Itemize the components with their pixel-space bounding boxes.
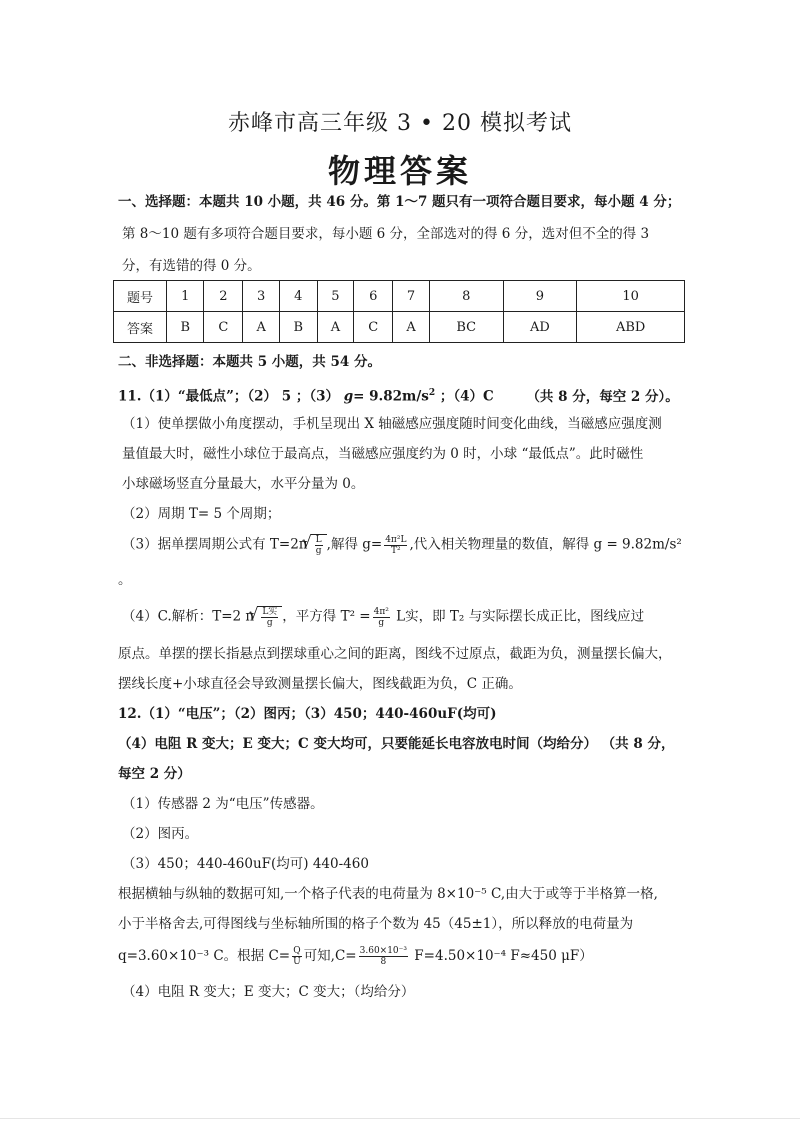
q12-p1: （1）传感器 2 为“电压”传感器。 [122, 796, 324, 812]
q12-p3-l4-c: F=4.50×10⁻⁴ F≈450 μF） [410, 948, 593, 964]
q11-p1-line2: 量值最大时，磁性小球位于最高点，当磁感应强度约为 0 时，小球 “最低点”。此时磁性 [122, 446, 644, 462]
q12-p3-l4-b: 可知,C= [303, 948, 357, 964]
fraction [359, 946, 408, 967]
fraction-numerator: 4π² [373, 606, 389, 617]
q11-p4-b: ，平方得 T² = [282, 608, 371, 625]
table-header-answer: 答案 [114, 312, 167, 343]
table-cell: 2 [204, 281, 243, 312]
q11-summary-g: g [343, 388, 354, 405]
q12-summary-line2: （4）电阻 R 变大；E 变大；C 变大均可，只要能延长电容放电时间（均给分） （共 8 分， [118, 736, 675, 752]
table-row-numbers [114, 281, 685, 312]
fraction [384, 535, 407, 556]
fraction [373, 607, 390, 628]
q12-summary-line1: 12.（1）“电压”；（2）图丙；（3）450；440-460uF(均可) [118, 706, 497, 722]
q11-p4-line2: 原点。单摆的摆长指悬点到摆球重心之间的距离，图线不过原点，截距为负，测量摆长偏大， [118, 646, 672, 662]
q11-summary [118, 383, 688, 407]
q11-p3-c: ,代入相关物理量的数值，解得 g = 9.82m/s² [409, 536, 682, 553]
fraction-denominator: g [315, 546, 322, 556]
table-cell: A [317, 312, 354, 343]
fraction-numerator: 3.60×10⁻³ [359, 946, 408, 956]
page-title: 物理答案 [327, 152, 472, 190]
table-cell: A [243, 312, 280, 343]
q11-summary-a: 11.（1）“最低点”；（2） 5 ；（3） [118, 388, 344, 405]
section1-line1: 一、选择题：本题共 10 小题，共 46 分。第 1～7 题只有一项符合题目要求，每小题 4 分； [118, 194, 681, 210]
q11-p1-line3: 小球磁场竖直分量最大，水平分量为 0。 [122, 476, 365, 492]
q12-p4: （4）电阻 R 变大；E 变大；C 变大；（均给分） [122, 984, 415, 1000]
q11-p4-a: （4）C.解析：T=2 π [122, 608, 255, 625]
table-cell: ABD [577, 312, 685, 343]
q11-score: （共 8 分，每空 2 分）。 [526, 388, 679, 405]
table-row-answers [114, 312, 685, 343]
q12-p3-line2: 根据横轴与纵轴的数据可知,一个格子代表的电荷量为 8×10⁻⁵ C,由大于或等于半格算一格, [118, 886, 658, 902]
q11-p4-c: L实，即 T₂ 与实际摆长成正比，图线应过 [391, 608, 645, 625]
table-cell: 1 [167, 281, 204, 312]
table-cell: A [393, 312, 430, 343]
fraction [292, 946, 302, 967]
table-cell: C [354, 312, 393, 343]
fraction-numerator: Q [293, 946, 301, 956]
section1-line3: 分，有选错的得 0 分。 [122, 258, 261, 274]
table-cell: 4 [280, 281, 317, 312]
table-cell: 3 [243, 281, 280, 312]
fraction-denominator: g [266, 618, 273, 628]
sqrt-expression [257, 606, 282, 628]
q11-p4 [122, 606, 692, 628]
table-cell: 5 [317, 281, 354, 312]
q11-summary-c: ；（4）C [435, 388, 494, 405]
sqrt-fraction [261, 607, 278, 628]
q12-p3-l4-a: q=3.60×10⁻³ C。根据 C= [118, 948, 291, 964]
q11-p4-line3: 摆线长度+小球直径会导致测量摆长偏大，图线截距为负，C 正确。 [118, 676, 522, 692]
q11-summary-b: = 9.82m/s [353, 388, 429, 405]
table-header-number: 题号 [114, 281, 167, 312]
q11-p3 [122, 534, 692, 556]
fraction-denominator: g [378, 617, 385, 628]
table-cell: BC [429, 312, 503, 343]
sqrt-expression [311, 534, 327, 556]
q11-p3-a: （3）据单摆周期公式有 T=2π [122, 536, 308, 553]
q12-p2: （2）图丙。 [122, 826, 199, 842]
table-cell: B [167, 312, 204, 343]
fraction-numerator: 4π²L [385, 534, 407, 545]
fraction-denominator: 8 [380, 957, 387, 967]
fraction-denominator: U [293, 957, 301, 967]
fraction-denominator: T² [391, 545, 401, 556]
section2-heading: 二、非选择题：本题共 5 小题，共 54 分。 [118, 354, 381, 370]
table-cell: 8 [429, 281, 503, 312]
table-cell: AD [503, 312, 577, 343]
table-cell: 9 [503, 281, 577, 312]
q11-p2: （2）周期 T= 5 个周期； [122, 506, 281, 522]
section1-line2: 第 8～10 题有多项符合题目要求，每小题 6 分，全部选对的得 6 分，选对但不全的得 3 [122, 226, 650, 242]
fraction-numerator: √ L实 [262, 607, 278, 617]
fraction-numerator: √ L [315, 535, 322, 545]
table-cell: 6 [354, 281, 393, 312]
q12-summary-line3: 每空 2 分） [118, 766, 191, 782]
q11-p3-end: 。 [118, 572, 132, 588]
q11-p1-line1: （1）使单摆做小角度摆动，手机呈现出 X 轴磁感应强度随时间变化曲线，当磁感应强度测 [122, 416, 662, 432]
q12-p3-line3: 小于半格舍去,可得图线与坐标轴所围的格子个数为 45（45±1），所以释放的电荷量为 [118, 916, 634, 932]
page-divider [0, 1118, 800, 1119]
table-cell: 7 [393, 281, 430, 312]
q12-p3: （3）450；440-460uF(均可) 440-460 [122, 856, 369, 872]
table-cell: B [280, 312, 317, 343]
exam-title: 赤峰市高三年级 3 • 20 模拟考试 [228, 111, 572, 136]
table-cell: 10 [577, 281, 685, 312]
table-cell: C [204, 312, 243, 343]
answer-table [113, 280, 685, 343]
sqrt-fraction [315, 535, 323, 556]
q12-p3-line4 [118, 946, 688, 967]
q11-summary-sup: 2 [428, 388, 436, 398]
q11-p3-b: ,解得 g= [326, 536, 383, 553]
